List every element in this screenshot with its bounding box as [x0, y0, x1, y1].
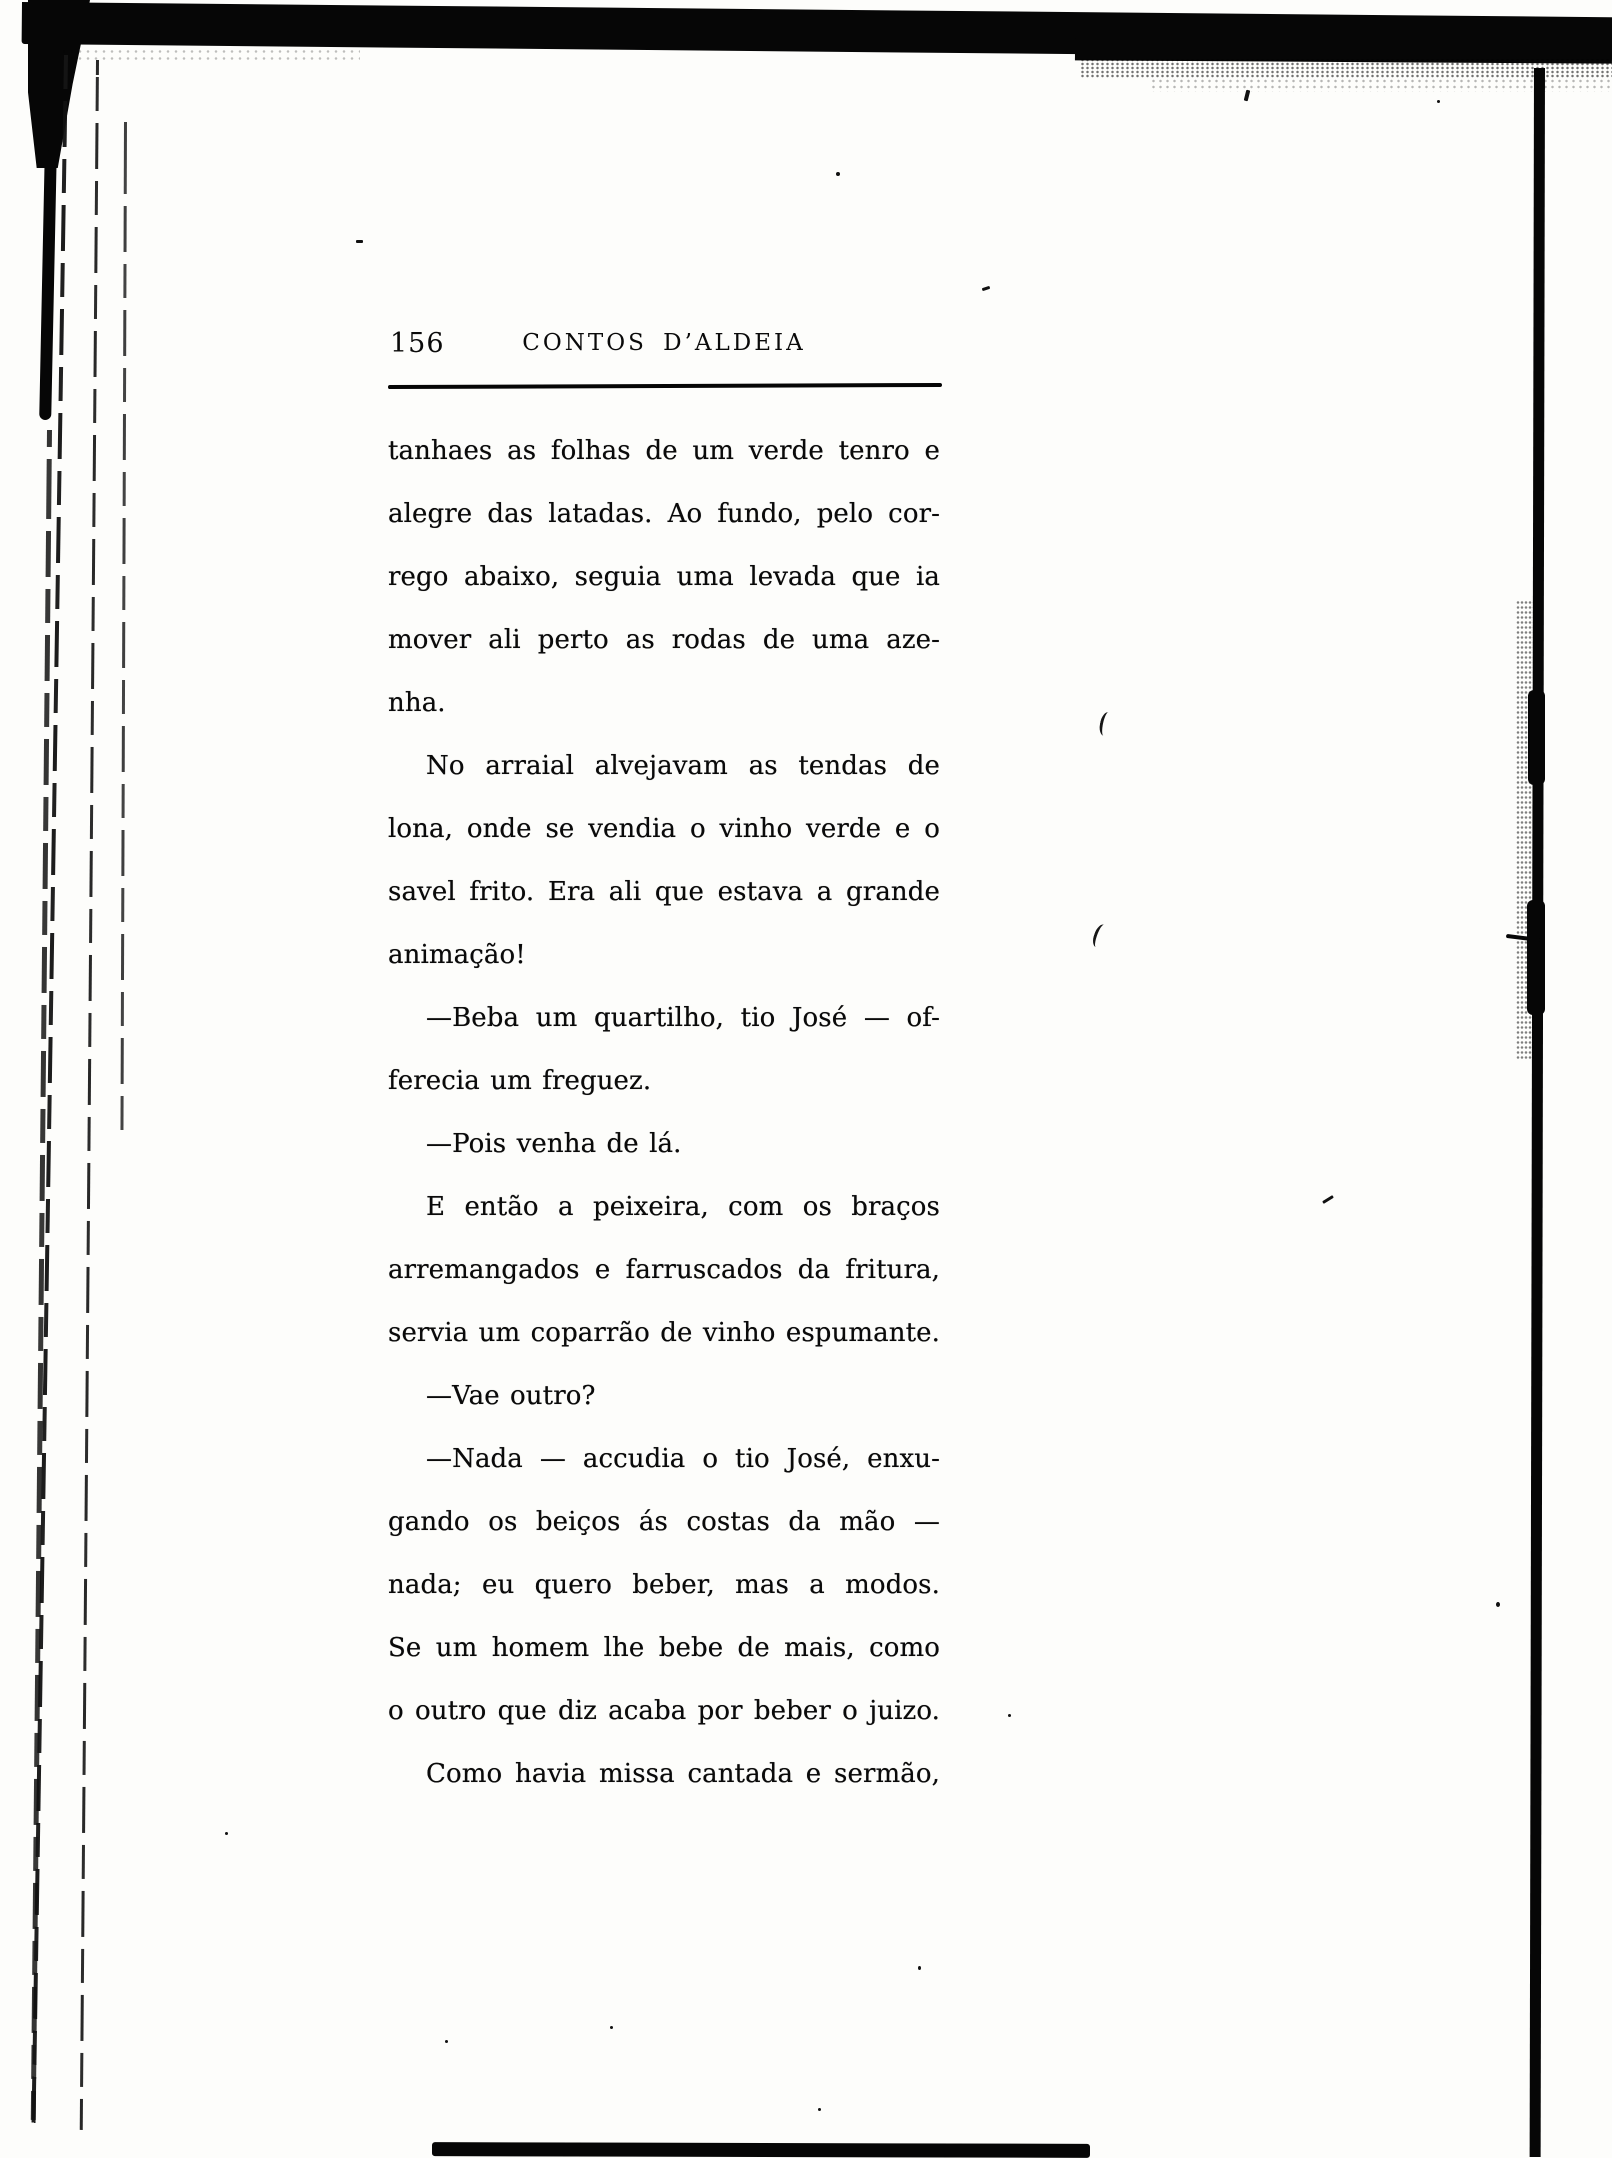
page-header: [388, 322, 940, 366]
ink-speck: [356, 240, 363, 243]
text-line: nha.: [388, 688, 446, 718]
ink-speck: [1098, 711, 1115, 737]
scan-right-edge-line: [1530, 68, 1545, 2157]
text-line: Como havia missa cantada e sermão,: [426, 1759, 940, 1789]
ink-speck: [225, 1832, 228, 1835]
text-line: nada; eu quero beber, mas a modos.: [388, 1570, 940, 1600]
ink-speck: [445, 2040, 448, 2043]
scan-noise-band: [1080, 58, 1612, 78]
text-line: o outro que diz acaba por beber o juizo.: [388, 1696, 940, 1726]
text-line: No arraial alvejavam as tendas de: [426, 751, 940, 781]
text-line: ferecia um freguez.: [388, 1066, 652, 1096]
scan-edge-knot: [1527, 900, 1545, 1015]
ink-speck: [982, 286, 991, 291]
ink-speck: [818, 2108, 821, 2111]
scan-corner-blob: [28, 0, 90, 168]
ink-speck: [1008, 1714, 1011, 1717]
binding-streak: [39, 150, 57, 420]
text-line: animação!: [388, 940, 526, 970]
binding-line: [80, 60, 99, 2130]
text-line: —Nada — accudia o tio José, enxu-: [426, 1444, 940, 1474]
ink-speck: [610, 2026, 613, 2029]
ink-speck: [1322, 1195, 1334, 1204]
text-line: savel frito. Era ali que estava a grande: [388, 877, 940, 907]
ink-speck: [836, 172, 840, 176]
ink-speck: [1496, 1602, 1500, 1607]
text-line: mover ali perto as rodas de uma aze-: [388, 625, 940, 655]
text-line: rego abaixo, seguia uma levada que ia: [388, 562, 940, 592]
running-header-title: CONTOS D’ALDEIA: [522, 330, 806, 356]
scan-noise-band: [60, 48, 360, 64]
text-line: E então a peixeira, com os braços: [426, 1192, 940, 1222]
ink-speck: [1090, 923, 1109, 950]
text-line: —Beba um quartilho, tio José — of-: [426, 1003, 940, 1033]
text-line: arremangados e farruscados da fritura,: [388, 1255, 940, 1285]
body-text: [388, 420, 940, 1806]
binding-line: [120, 120, 127, 1140]
text-line: —Vae outro?: [426, 1381, 596, 1411]
text-line: tanhaes as folhas de um verde tenro e: [388, 436, 940, 466]
scan-edge-knot: [1528, 690, 1545, 785]
ink-speck: [1437, 100, 1440, 103]
text-line: —Pois venha de lá.: [426, 1129, 682, 1159]
text-line: lona, onde se vendia o vinho verde e o: [388, 814, 940, 844]
scan-bottom-bar: [432, 2142, 1090, 2158]
text-line: gando os beiços ás costas da mão —: [388, 1507, 940, 1537]
text-line: Se um homem lhe bebe de mais, como: [388, 1633, 940, 1663]
text-line: servia um coparrão de vinho espumante.: [388, 1318, 940, 1348]
ink-speck: [918, 1966, 921, 1970]
text-line: alegre das latadas. Ao fundo, pelo cor-: [388, 499, 940, 529]
page-number: 156: [390, 328, 445, 359]
header-rule: [388, 383, 942, 389]
